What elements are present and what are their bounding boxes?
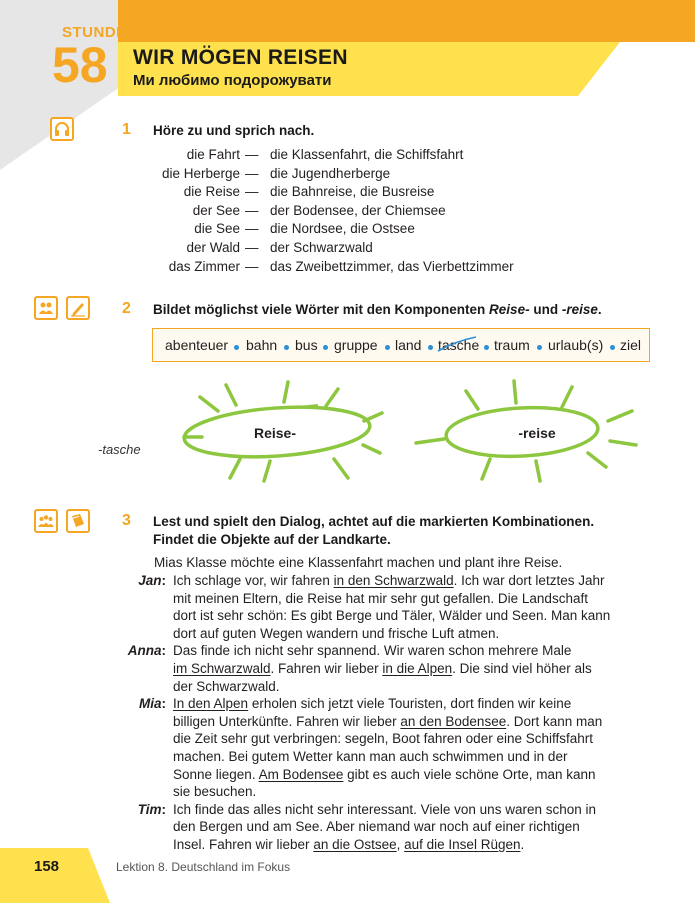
speaker-tim [86,801,166,819]
word-item: gruppe [334,337,378,353]
marked-combination: im Schwarzwald [173,661,271,676]
word-item: ziel [620,337,642,353]
dialog-intro: Mias Klasse möchte eine Klassenfahrt machen und plant ihre Reise. [154,555,563,570]
word-right: der Bodensee, der Chiemsee [270,202,446,218]
dialog-line: sie besuchen. [173,784,257,800]
exercise-3-number: 3 [122,512,131,529]
book-icon [66,509,90,533]
speaker-anna [86,642,166,660]
word-item: land [395,337,422,353]
headphones-icon [50,117,74,141]
bullet-dot [610,345,615,350]
text: gibt es auch viele schöne Orte, man kann [343,766,596,782]
sun-left-label: Reise- [253,425,297,441]
word-left: das Zimmer [168,258,240,274]
word-dash: — [245,184,259,200]
marked-combination: In den Alpen [173,696,249,712]
word-right: die Bahnreise, die Busreise [270,184,435,200]
speaker-colon: : [161,573,166,588]
footer-yellow-tab [0,848,110,903]
pencil-icon [66,296,90,320]
speaker-name: Mia [138,696,162,712]
bullet-dot [234,345,239,350]
handwritten-example: -tasche [98,442,141,457]
stunde-label: STUNDE [62,24,127,41]
speaker-colon: : [161,801,166,817]
bullet-dot [537,345,542,350]
word-left: die Fahrt [186,147,240,162]
dialog-line: Das finde ich nicht sehr spannend. Wir waren schon mehrere Male [173,643,572,659]
speaker-name: Tim [137,801,162,817]
word-left: der Wald [186,240,240,255]
bullet-dot [323,345,328,350]
text: . Dort kann man [506,713,603,729]
dialog-line [173,713,602,731]
pair-work-icon [34,296,58,320]
text: billigen Unterkünfte. Fahren wir lieber [173,713,401,729]
word-item: bahn [246,337,278,353]
text: Insel. Fahren wir lieber [173,837,314,852]
bullet-dot [484,345,489,350]
marked-combination: in die Alpen [382,661,453,676]
dialog-line [173,836,524,854]
page-number: 158 [34,858,60,875]
lesson-number: 58 [52,37,108,93]
dialog-line: dort auf guten Wegen wandern und frische Luft atmen. [173,625,500,641]
marked-combination: in den Schwarzwald [333,573,454,588]
speaker-name: Anna [127,643,162,659]
word-right: der Schwarzwald [270,240,373,255]
text: , [396,837,405,852]
exercise-3-instruction-line-1: Lest und spielt den Dialog, achtet auf die markierten Kombinationen. [153,514,595,529]
speaker-name: Jan [138,573,162,588]
instruction-end: . [597,302,602,317]
word-dash: — [245,258,259,274]
word-item: bus [295,337,318,353]
word-right: die Klassenfahrt, die Schiffsfahrt [270,147,464,162]
text: . Ich war dort letztes Jahr [453,573,605,588]
word-dash: — [245,165,259,181]
word-list [60,146,620,281]
word-box [152,328,650,362]
component-2: -reise [561,302,598,317]
exercise-1-instruction: Höre zu und sprich nach. [153,123,315,138]
word-left: der See [192,202,240,218]
speaker-colon: : [161,643,166,659]
dialog-line [173,695,571,713]
strike-line [436,335,478,355]
dialog-line: Ich finde das alles nicht sehr interessant. Viele von uns waren schon in [173,801,596,817]
dialog-line: die Zeit sehr gut verbringen: segeln, Boot fahren oder eine Schiffsfahrt [173,731,594,747]
instruction-text: Bildet möglichst viele Wörter mit den Komponenten [153,302,486,317]
dialog-line: dort ist sehr schön: Es gibt Berge und Täler, Wälder und Seen. Man kann [173,608,611,624]
dialog-line [173,766,596,784]
exercise-2-instruction [153,301,602,319]
speaker-colon: : [161,696,166,712]
text: . Die sind viel höher als [452,661,592,676]
word-right: das Zweibettzimmer, das Vierbettzimmer [270,258,514,274]
word-left: die See [194,221,240,237]
dialog-line [173,572,604,590]
page-title: WIR MÖGEN REISEN [133,46,348,69]
speaker-jan [86,572,166,590]
marked-combination: an den Bodensee [400,713,507,729]
word-right: die Nordsee, die Ostsee [270,221,415,237]
marked-combination: auf die Insel Rügen [404,837,521,852]
word-right: die Jugendherberge [270,165,391,181]
exercise-3-instruction-line-2: Findet die Objekte auf der Landkarte. [153,532,391,547]
word-dash: — [245,240,259,255]
bullet-dot [428,345,433,350]
bullet-dot [385,345,390,350]
speaker-mia [86,695,166,713]
footer-lesson-title: Lektion 8. Deutschland im Fokus [116,860,291,874]
dialog-line: den Bergen und am See. Aber niemand war noch auf einer richtigen [173,819,580,835]
word-item: urlaub(s) [548,337,604,353]
word-left: die Reise [183,184,240,200]
dialog-line [173,660,592,678]
group-work-icon [34,509,58,533]
dialog-line: mit meinen Eltern, die Reise hat mir sehr gut gefallen. Die Landschaft [173,590,588,606]
word-dash: — [245,202,259,218]
exercise-1-number: 1 [122,121,131,138]
word-item: traum [494,337,530,353]
bullet-dot [284,345,289,350]
sun-right-label: -reise [518,425,556,441]
word-dash: — [245,147,259,162]
word-dash: — [245,221,259,237]
dialog-line: machen. Bei gutem Wetter kann man auch schwimmen und in der [173,749,568,764]
instruction-and: und [533,302,559,317]
text: Sonne liegen. [173,766,259,782]
marked-combination: Am Bodensee [258,766,344,782]
component-1: Reise- [489,302,530,317]
text: erholen sich jetzt viele Touristen, dort finden wir keine [248,696,572,712]
text: Ich schlage vor, wir fahren [173,573,334,588]
dialog-line: der Schwarzwald. [173,678,280,694]
page-subtitle: Ми любимо подорожувати [133,72,332,89]
exercise-2-number: 2 [122,300,131,317]
word-item: abenteuer [165,337,229,353]
text: . [520,837,525,852]
text: . Fahren wir lieber [270,661,383,676]
word-left: die Herberge [161,165,240,181]
marked-combination: an die Ostsee [313,837,397,852]
word-item-crossed: tasche [438,337,480,353]
